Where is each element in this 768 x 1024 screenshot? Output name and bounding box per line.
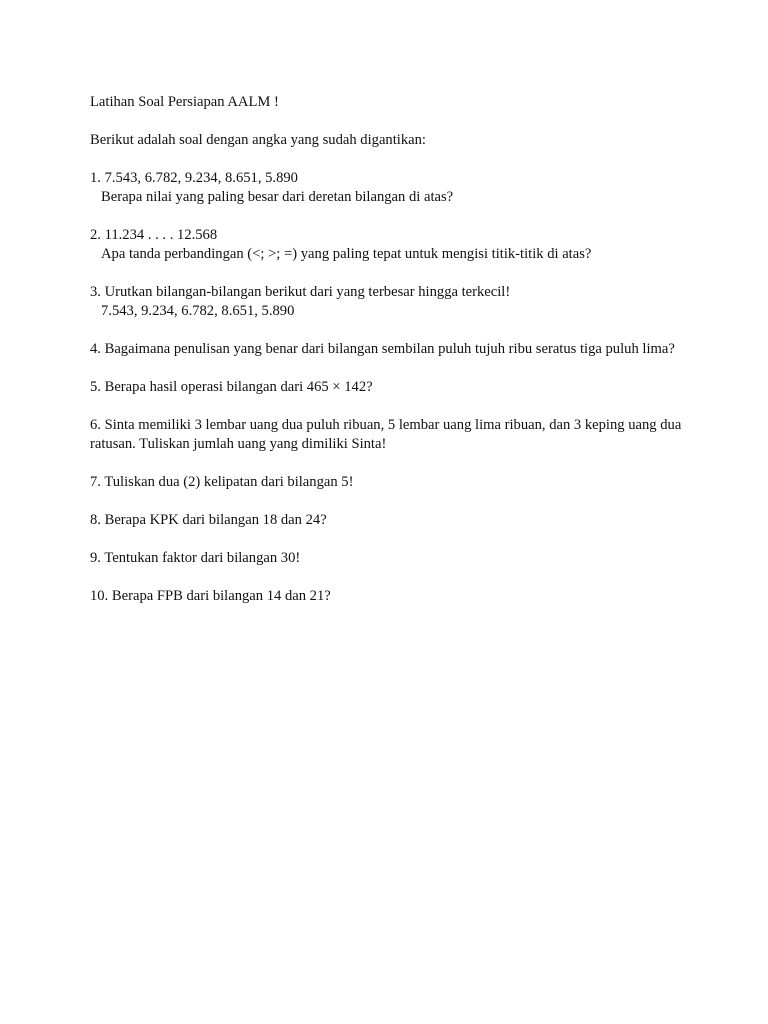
- question-item-8: [90, 511, 690, 530]
- document-page: [90, 93, 690, 606]
- question-text: 10. Berapa FPB dari bilangan 14 dan 21?: [90, 588, 331, 604]
- question-text: 1. 7.543, 6.782, 9.234, 8.651, 5.890: [90, 170, 298, 186]
- question-list: [90, 169, 690, 606]
- question-item-9: [90, 549, 690, 568]
- question-text: 8. Berapa KPK dari bilangan 18 dan 24?: [90, 512, 327, 528]
- question-text: 2. 11.234 . . . . 12.568: [90, 227, 218, 243]
- question-item-3: [90, 283, 690, 321]
- document-title: Latihan Soal Persiapan AALM !: [90, 94, 279, 110]
- question-item-5: [90, 378, 690, 397]
- question-text: 9. Tentukan faktor dari bilangan 30!: [90, 550, 301, 566]
- question-text: 3. Urutkan bilangan-bilangan berikut dari yang terbesar hingga terkecil!: [90, 284, 511, 300]
- question-subtext: Berapa nilai yang paling besar dari deretan bilangan di atas?: [101, 189, 454, 205]
- question-text: 6. Sinta memiliki 3 lembar uang dua puluh ribuan, 5 lembar uang lima ribuan, dan 3 keping uang dua ratusan. Tuliskan jumlah uang yang dimiliki Sinta!: [90, 417, 682, 452]
- question-text: 5. Berapa hasil operasi bilangan dari 465 × 142?: [90, 379, 373, 395]
- question-item-1: [90, 169, 690, 207]
- intro-text: Berikut adalah soal dengan angka yang sudah digantikan:: [90, 132, 426, 148]
- question-text: 7. Tuliskan dua (2) kelipatan dari bilangan 5!: [90, 474, 354, 490]
- question-item-7: [90, 473, 690, 492]
- question-subtext: 7.543, 9.234, 6.782, 8.651, 5.890: [101, 303, 295, 319]
- question-item-10: [90, 587, 690, 606]
- question-item-2: [90, 226, 690, 264]
- question-text: 4. Bagaimana penulisan yang benar dari bilangan sembilan puluh tujuh ribu seratus tiga puluh lima?: [90, 341, 675, 357]
- question-item-6: [90, 416, 690, 454]
- question-item-4: [90, 340, 690, 359]
- question-subtext: Apa tanda perbandingan (<; >; =) yang paling tepat untuk mengisi titik-titik di atas?: [101, 246, 592, 262]
